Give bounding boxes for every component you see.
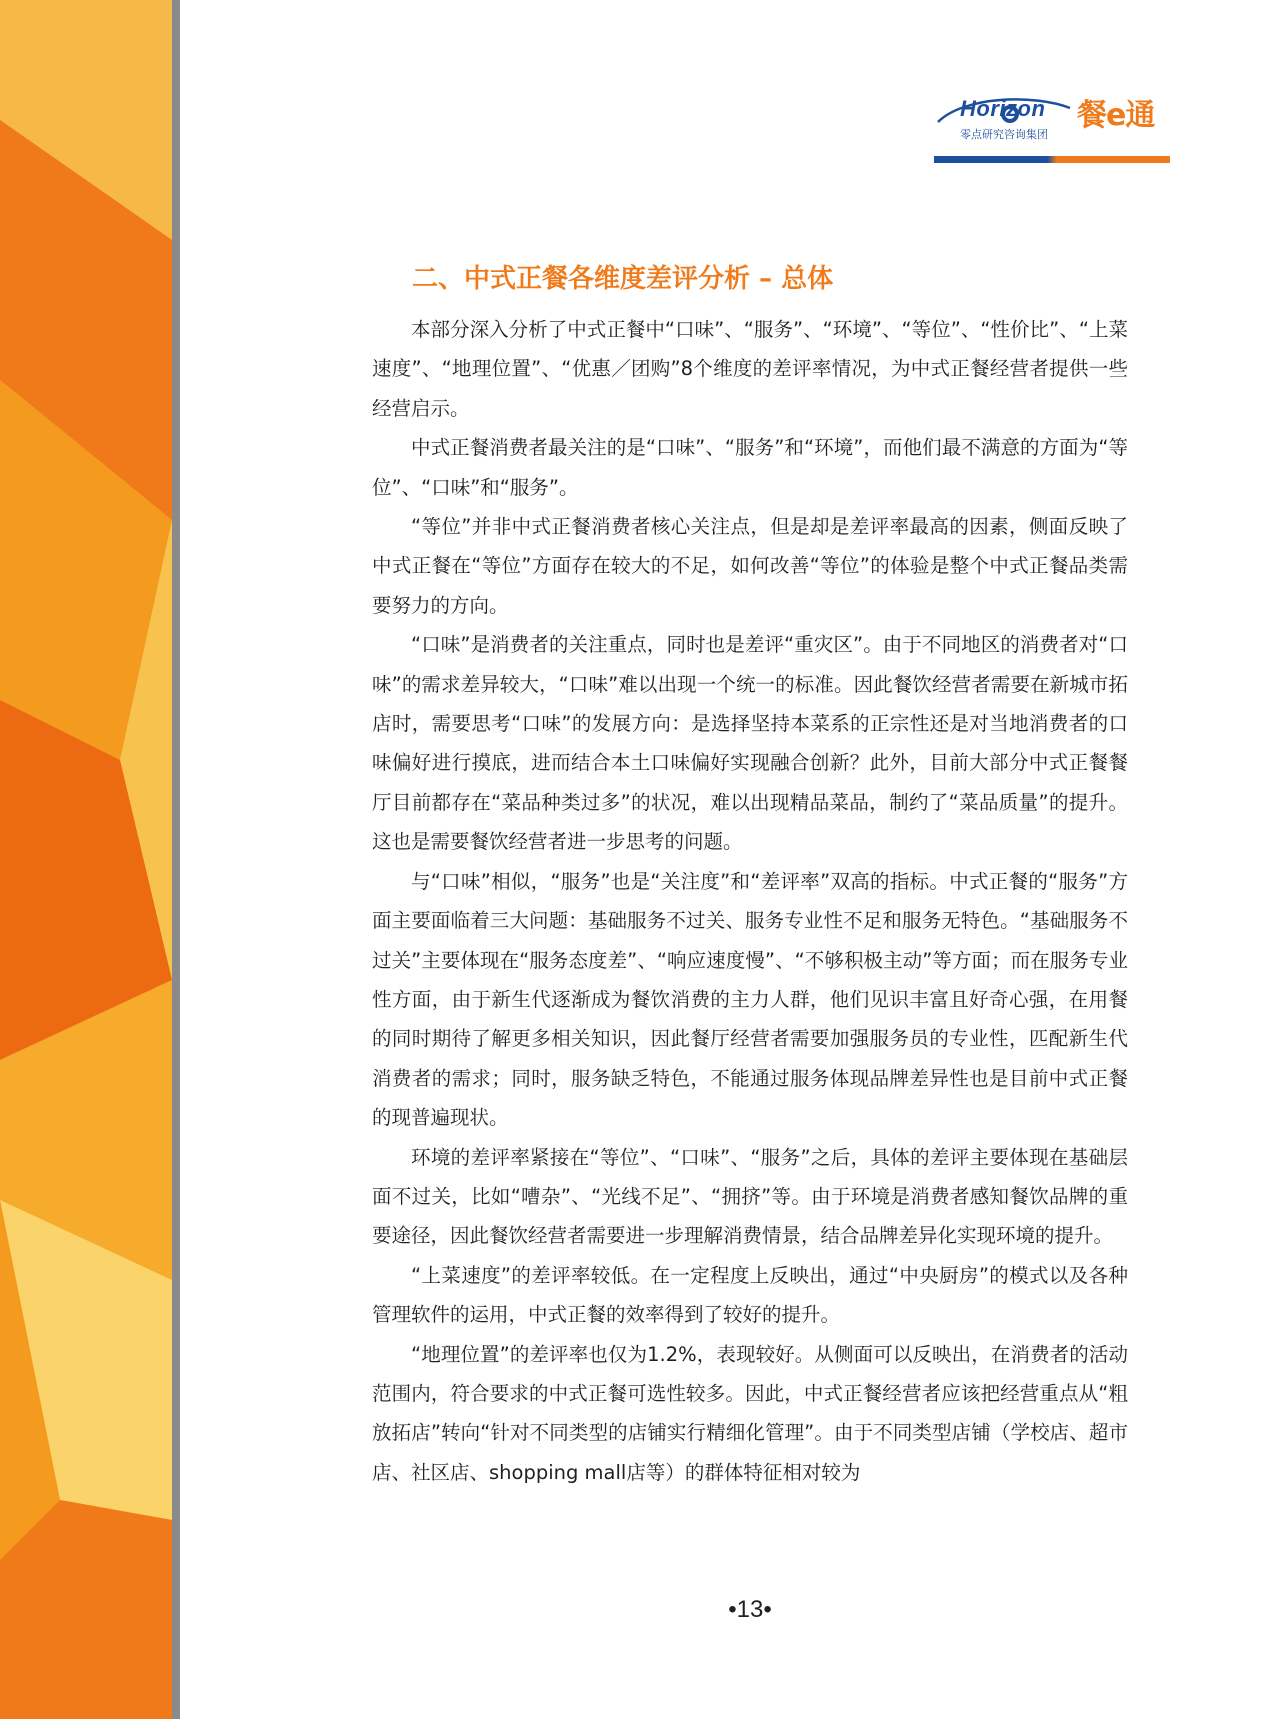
paragraph: “口味”是消费者的关注重点，同时也是差评“重灾区”。由于不同地区的消费者对“口味”的需求差异较大，“口味”难以出现一个统一的标准。因此餐饮经营者需要在新城市拓店时，需要思考“口味”的发展方向：是选择坚持本菜系的正宗性还是对当地消费者的口味偏好进行摸底，进而结合本土口味偏好实现融合创新？此外，目前大部分中式正餐餐厅目前都存在“菜品种类过多”的状况，难以出现精品菜品，制约了“菜品质量”的提升。这也是需要餐饮经营者进一步思考的问题。 <box>372 633 1128 854</box>
paragraph: 中式正餐消费者最关注的是“口味”、“服务”和“环境”，而他们最不满意的方面为“等位”、“口味”和“服务”。 <box>372 436 1128 499</box>
paragraph: 本部分深入分析了中式正餐中“口味”、“服务”、“环境”、“等位”、“性价比”、“上菜速度”、“地理位置”、“优惠／团购”8个维度的差评率情况，为中式正餐经营者提供一些经营启示。 <box>372 318 1128 420</box>
section-title: 二、中式正餐各维度差评分析 – 总体 <box>412 264 834 294</box>
paragraph: “地理位置”的差评率也仅为1.2%，表现较好。从侧面可以反映出，在消费者的活动范围内，符合要求的中式正餐可选性较多。因此，中式正餐经营者应该把经营重点从“粗放拓店”转向“针对不同类型的店铺实行精细化管理”。由于不同类型店铺（学校店、超市店、社区店、shopping mall店等）的群体特征相对较为 <box>372 1342 1128 1484</box>
header-accent-bar <box>934 156 1170 163</box>
horizon-logo-text: Horizon <box>960 96 1046 121</box>
decorative-side-band <box>0 0 172 1719</box>
paragraph: 与“口味”相似，“服务”也是“关注度”和“差评率”双高的指标。中式正餐的“服务”方面主要面临着三大问题：基础服务不过关、服务专业性不足和服务无特色。“基础服务不过关”主要体现在“服务态度差”、“响应速度慢”、“不够积极主动”等方面；而在服务专业性方面，由于新生代逐渐成为餐饮消费的主力人群，他们见识丰富且好奇心强，在用餐的同时期待了解更多相关知识，因此餐厅经营者需要加强服务员的专业性，匹配新生代消费者的需求；同时，服务缺乏特色，不能通过服务体现品牌差异性也是目前中式正餐的现普遍现状。 <box>372 869 1128 1130</box>
page-number: •13• <box>728 1596 772 1623</box>
brand-logo-text: 餐e通 <box>1077 98 1155 133</box>
paragraph: 环境的差评率紧接在“等位”、“口味”、“服务”之后，具体的差评主要体现在基础层面不过关，比如“嘈杂”、“光线不足”、“拥挤”等。由于环境是消费者感知餐饮品牌的重要途径，因此餐饮经营者需要进一步理解消费情景，结合品牌差异化实现环境的提升。 <box>372 1145 1128 1248</box>
header-logo <box>934 86 1174 166</box>
side-band-edge <box>172 0 180 1719</box>
horizon-logo-subtitle: 零点研究咨询集团 <box>960 128 1048 141</box>
paragraph: “上菜速度”的差评率较低。在一定程度上反映出，通过“中央厨房”的模式以及各种管理软件的运用，中式正餐的效率得到了较好的提升。 <box>372 1263 1128 1327</box>
body-text <box>372 310 1128 1492</box>
orange-geometric-pattern <box>0 0 172 1719</box>
paragraph: “等位”并非中式正餐消费者核心关注点，但是却是差评率最高的因素，侧面反映了中式正餐在“等位”方面存在较大的不足，如何改善“等位”的体验是整个中式正餐品类需要努力的方向。 <box>372 515 1128 617</box>
